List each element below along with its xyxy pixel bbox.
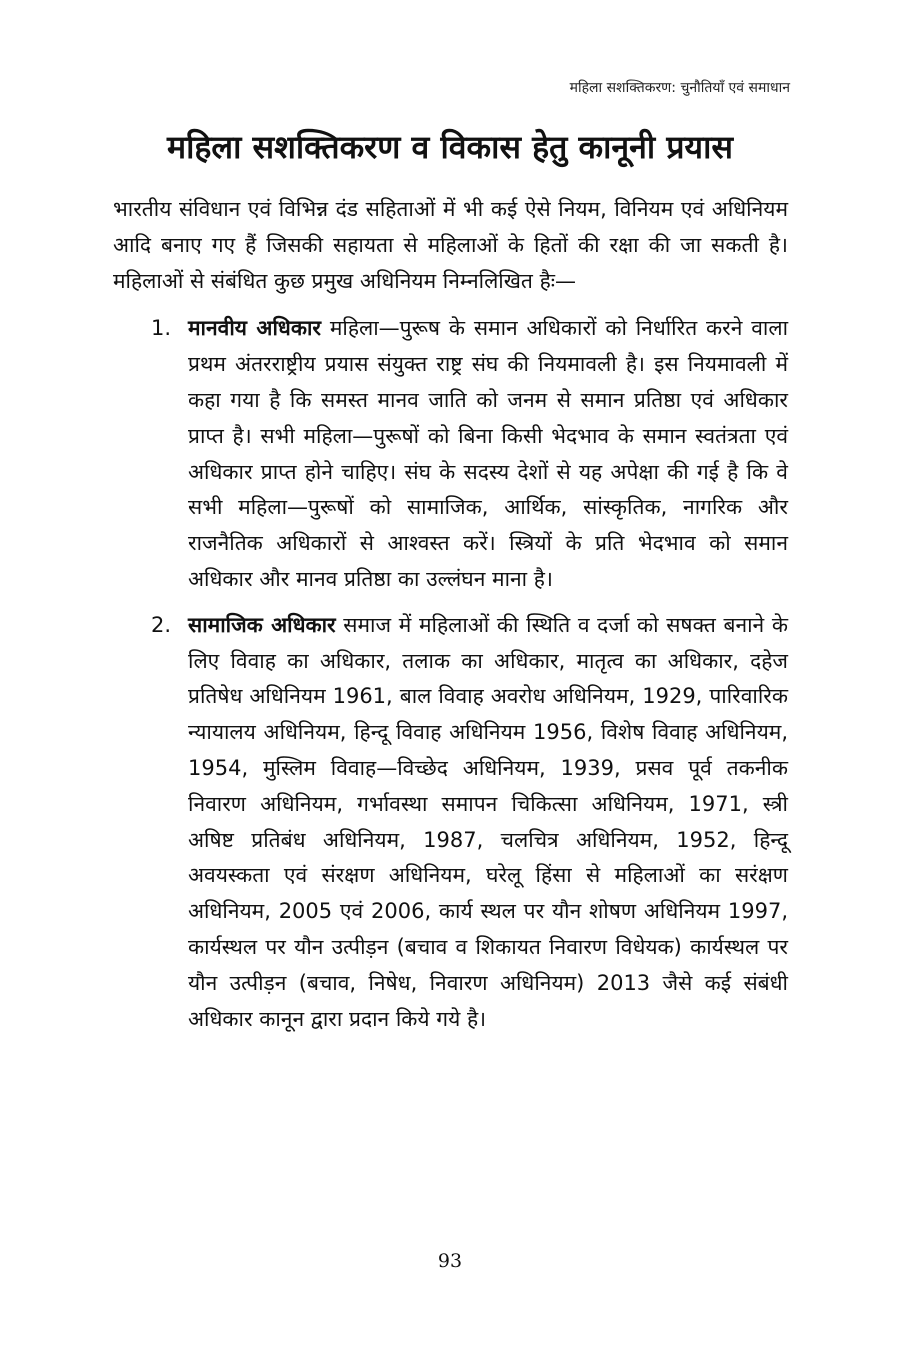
list-item-human-rights [113, 311, 788, 597]
rights-list [113, 311, 788, 1037]
list-item-heading: सामाजिक अधिकार [188, 612, 336, 637]
page-body [113, 192, 788, 1047]
list-item-text: महिला—पुरूष के समान अधिकारों को निर्धारित करने वाला प्रथम अंतरराष्ट्रीय प्रयास संयुक्त राष्ट्र संघ की नियमावली है। इस नियमावली में कहा गया है कि समस्त मानव जाति को जनम से समान प्रतिष्ठा एवं अधिकार प्राप्त है। सभी महिला—पुरूषों को बिना किसी भेदभाव के समान स्वतंत्रता एवं अधिकार प्राप्त होने चाहिए। संघ के सदस्य देशों से यह अपेक्षा की गई है कि वे सभी महिला—पुरूषों को सामाजिक, आर्थिक, सांस्कृतिक, नागरिक और राजनैतिक अधिकारों से आश्वस्त करें। स्त्रियों के प्रति भेदभाव को समान अधिकार और मानव प्रतिष्ठा का उल्लंघन माना है। [188, 316, 789, 591]
page-title: महिला सशक्तिकरण व विकास हेतु कानूनी प्रयास [166, 128, 734, 166]
list-item-text: समाज में महिलाओं की स्थिति व दर्जा को सषक्त बनाने के लिए विवाह का अधिकार, तलाक का अधिकार, मातृत्व का अधिकार, दहेज प्रतिषेध अधिनियम 1961, बाल विवाह अवरोध अधिनियम, 1929, पारिवारिक न्यायालय अधिनियम, हिन्दू विवाह अधिनियम 1956, विशेष विवाह अधिनियम, 1954, मुस्लिम विवाह—विच्छेद अधिनियम, 1939, प्रसव पूर्व तकनीक निवारण अधिनियम, गर्भावस्था समापन चिकित्सा अधिनियम, 1971, स्त्री अषिष्ट प्रतिबंध अधिनियम, 1987, चलचित्र अधिनियम, 1952, हिन्दू अवयस्कता एवं संरक्षण अधिनियम, घरेलू हिंसा से महिलाओं का सरंक्षण अधिनियम, 2005 एवं 2006, कार्य स्थल पर यौन शोषण अधिनियम 1997, कार्यस्थल पर यौन उत्पीड़न (बचाव व शिकायत निवारण विधेयक) कार्यस्थल पर यौन उत्पीड़न (बचाव, निषेध, निवारण अधिनियम) 2013 जैसे कई संबंधी अधिकार कानून द्वारा प्रदान किये गये है। [188, 612, 788, 1031]
intro-paragraph: भारतीय संविधान एवं विभिन्न दंड सहिताओं में भी कई ऐसे नियम, विनियम एवं अधिनियम आदि बनाए गए हैं जिसकी सहायता से महिलाओं के हितों की रक्षा की जा सकती है। महिलाओं से संबंधित कुछ प्रमुख अधिनियम निम्नलिखित हैः— [113, 197, 788, 293]
list-item-social-rights [113, 608, 788, 1038]
running-header: महिला सशक्तिकरण: चुनौतियाँ एवं समाधान [569, 80, 790, 96]
list-item-heading: मानवीय अधिकार [188, 316, 321, 341]
list-item-number: 1. [151, 316, 172, 341]
list-item-number: 2. [151, 612, 172, 637]
page-number: 93 [437, 1250, 463, 1272]
